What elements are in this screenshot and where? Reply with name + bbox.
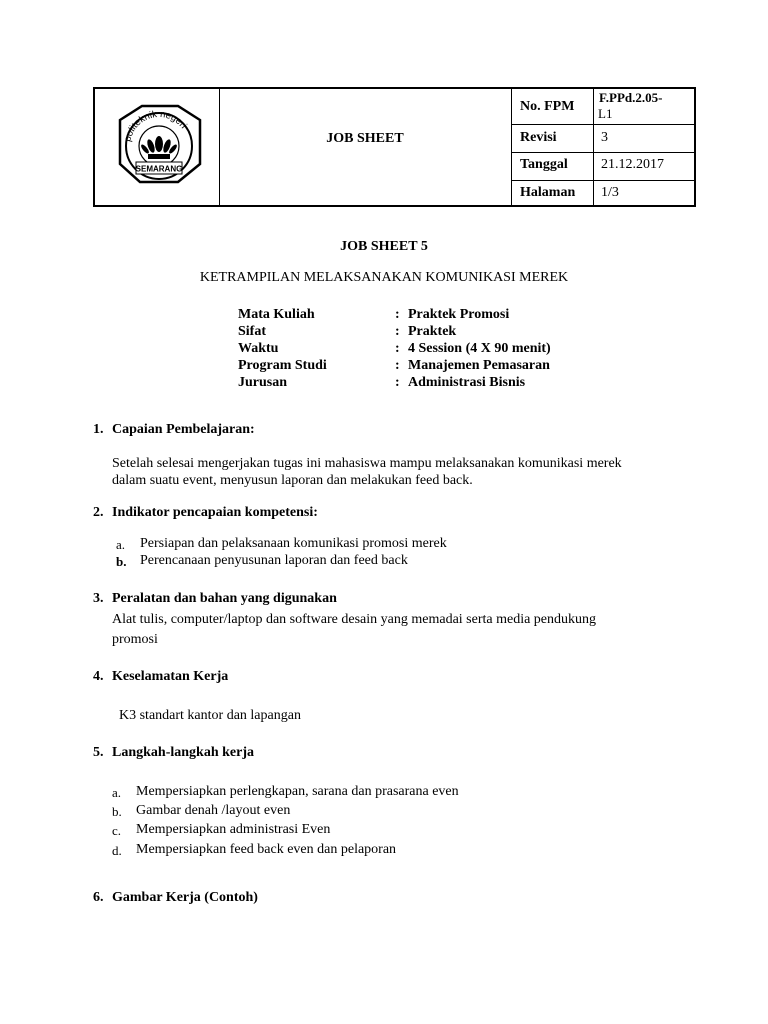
section-heading: Langkah-langkah kerja	[112, 745, 254, 760]
list-letter: d.	[112, 843, 122, 858]
meta-label: Mata Kuliah	[238, 307, 315, 322]
list-letter: a.	[116, 537, 126, 552]
list-item: Perencanaan penyusunan laporan dan feed back	[140, 553, 408, 568]
section-text: Setelah selesai mengerjakan tugas ini mahasiswa mampu melaksanakan komunikasi merek	[112, 456, 622, 471]
section-number: 4.	[93, 669, 104, 684]
list-letter: c.	[112, 823, 122, 838]
meta-colon: :	[395, 307, 400, 322]
list-item: Mempersiapkan feed back even dan pelaporan	[136, 842, 397, 857]
header-row-divider	[511, 180, 694, 181]
section-number: 1.	[93, 422, 104, 437]
fpm-value-line1: F.PPd.2.05-	[599, 90, 663, 105]
fpm-value-line2: L1	[598, 106, 613, 121]
meta-colon: :	[395, 375, 400, 390]
section-text: dalam suatu event, menyusun laporan dan melakukan feed back.	[112, 473, 473, 488]
section-number: 3.	[93, 591, 104, 606]
halaman-value: 1/3	[601, 185, 619, 200]
section-text: Alat tulis, computer/laptop dan software desain yang memadai serta media pendukung	[112, 612, 597, 627]
meta-colon: :	[395, 358, 400, 373]
meta-value: Praktek Promosi	[408, 307, 510, 322]
revisi-label: Revisi	[520, 130, 557, 145]
meta-colon: :	[395, 341, 400, 356]
section-text: promosi	[112, 632, 158, 647]
list-letter: b.	[112, 804, 122, 819]
section-number: 2.	[93, 505, 104, 520]
revisi-value: 3	[601, 130, 608, 145]
section-text: K3 standart kantor dan lapangan	[119, 708, 301, 723]
meta-label: Sifat	[238, 324, 266, 339]
list-letter: a.	[112, 785, 122, 800]
meta-value: Administrasi Bisnis	[408, 375, 526, 390]
section-heading: Gambar Kerja (Contoh)	[112, 890, 258, 905]
doc-type-label: JOB SHEET	[326, 131, 404, 146]
logo-text-bottom: SEMARANG	[135, 164, 183, 174]
list-item: Gambar denah /layout even	[136, 803, 291, 818]
polines-logo	[110, 102, 208, 190]
tanggal-value: 21.12.2017	[601, 157, 664, 172]
list-letter: b.	[116, 554, 127, 569]
meta-value: 4 Session (4 X 90 menit)	[408, 341, 551, 356]
header-divider	[593, 89, 594, 205]
header-row-divider	[511, 152, 694, 153]
meta-label: Waktu	[238, 341, 279, 356]
meta-label: Jurusan	[238, 375, 288, 390]
section-number: 6.	[93, 890, 104, 905]
meta-label: Program Studi	[238, 358, 327, 373]
list-item: Mempersiapkan perlengkapan, sarana dan prasarana even	[136, 784, 459, 799]
tanggal-label: Tanggal	[520, 157, 568, 172]
list-item: Persiapan dan pelaksanaan komunikasi promosi merek	[140, 536, 447, 551]
header-row-divider	[511, 124, 694, 125]
section-heading: Indikator pencapaian kompetensi:	[112, 505, 318, 520]
section-heading: Capaian Pembelajaran:	[112, 422, 255, 437]
section-heading: Keselamatan Kerja	[112, 669, 229, 684]
fpm-label: No. FPM	[520, 99, 575, 114]
section-number: 5.	[93, 745, 104, 760]
meta-value: Manajemen Pemasaran	[408, 358, 550, 373]
list-item: Mempersiapkan administrasi Even	[136, 822, 331, 837]
header-divider	[219, 89, 220, 205]
header-divider	[511, 89, 512, 205]
meta-value: Praktek	[408, 324, 457, 339]
page-title: JOB SHEET 5	[340, 239, 428, 254]
meta-colon: :	[395, 324, 400, 339]
halaman-label: Halaman	[520, 185, 576, 200]
page-subtitle: KETRAMPILAN MELAKSANAKAN KOMUNIKASI MEREK	[199, 270, 569, 285]
logo-text-top: politeknik negeri	[122, 108, 189, 143]
section-heading: Peralatan dan bahan yang digunakan	[112, 591, 337, 606]
